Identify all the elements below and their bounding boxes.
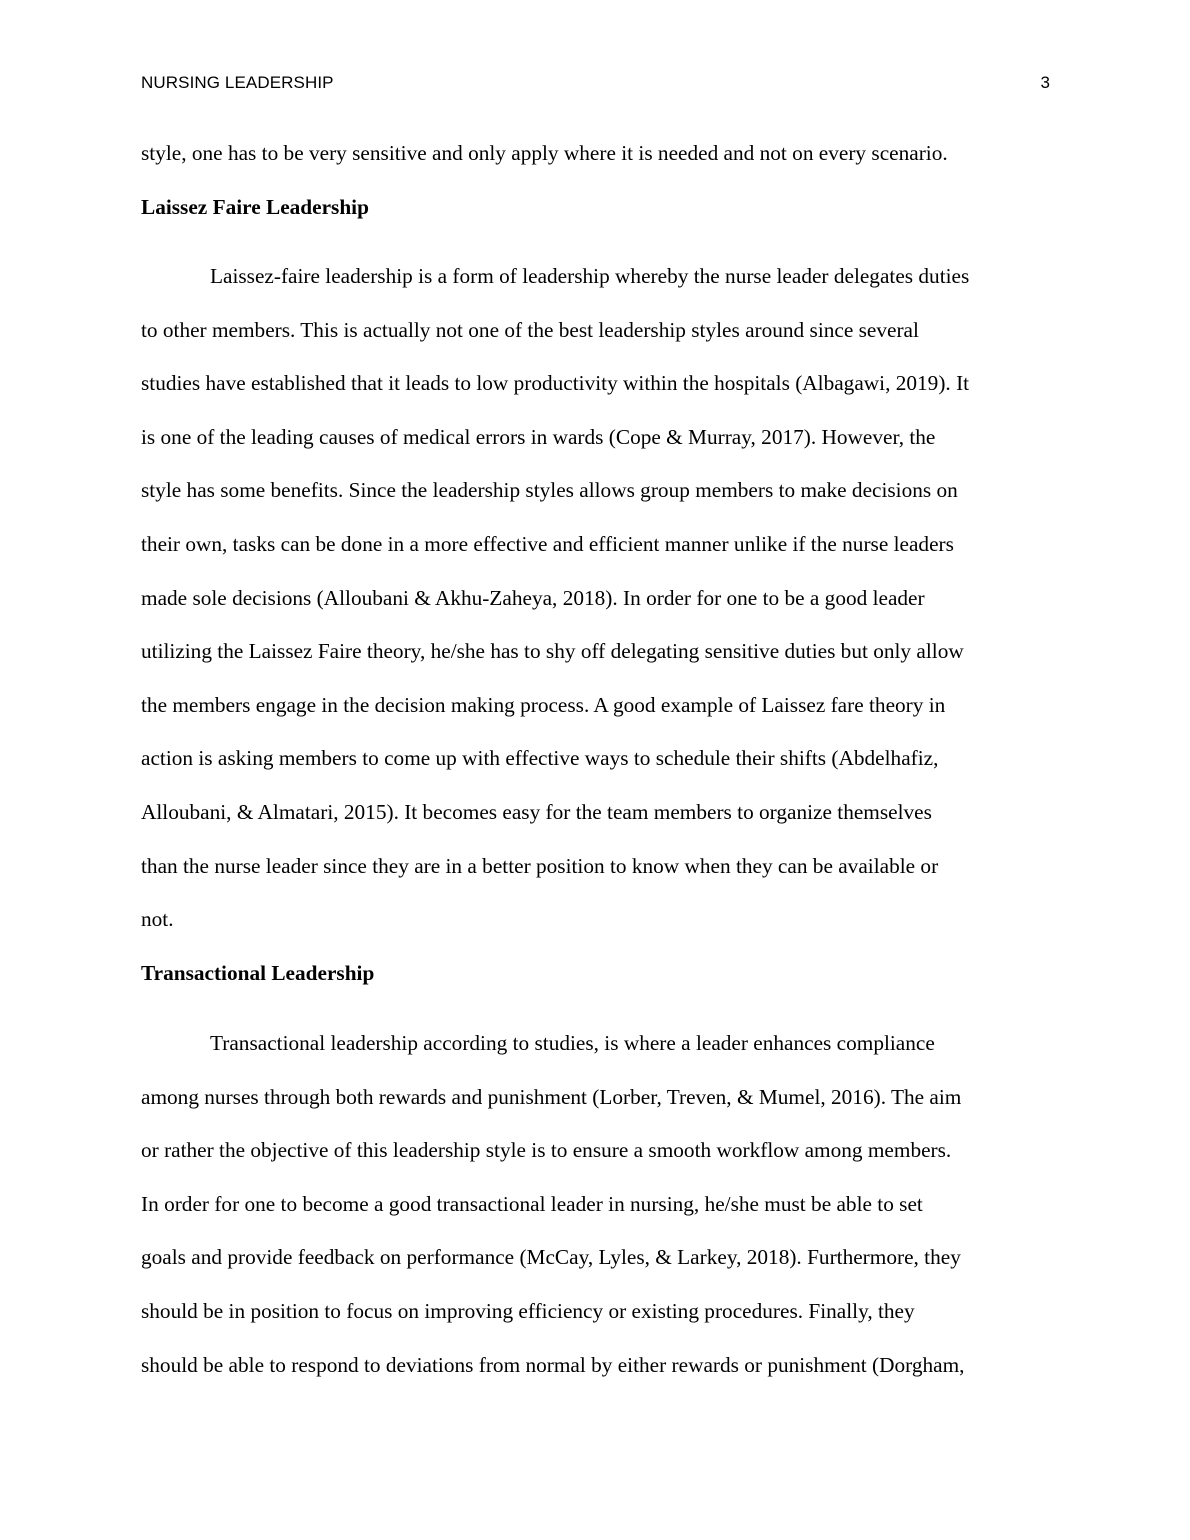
paragraph-line: Alloubani, & Almatari, 2015). It becomes easy for the team members to organize themselves xyxy=(141,799,932,824)
paragraph-line: the members engage in the decision making process. A good example of Laissez fare theory in xyxy=(141,692,946,717)
section-heading-laissez-faire: Laissez Faire Leadership xyxy=(141,194,369,219)
paragraph-line: or rather the objective of this leadership style is to ensure a smooth workflow among members. xyxy=(141,1138,952,1163)
section-transactional-body xyxy=(141,1017,1061,1392)
body-block-1 xyxy=(141,127,1061,234)
section-laissez-faire-body xyxy=(141,250,1061,1000)
paragraph-line: Transactional leadership according to studies, is where a leader enhances compliance xyxy=(210,1031,935,1055)
paragraph-line: is one of the leading causes of medical errors in wards (Cope & Murray, 2017). However, the xyxy=(141,424,936,449)
page-number: 3 xyxy=(1040,73,1050,92)
paragraph-line: their own, tasks can be done in a more effective and efficient manner unlike if the nurse leaders xyxy=(141,531,954,556)
paragraph-line: than the nurse leader since they are in a better position to know when they can be available or xyxy=(141,853,939,878)
paragraph-line: studies have established that it leads to low productivity within the hospitals (Albagawi, 2019). It xyxy=(141,371,970,396)
section-heading-transactional: Transactional Leadership xyxy=(141,960,375,985)
paragraph-line: should be able to respond to deviations from normal by either rewards or punishment (Dorgham, xyxy=(141,1352,965,1377)
paragraph-line: to other members. This is actually not one of the best leadership styles around since several xyxy=(141,317,919,342)
paragraph-line: style has some benefits. Since the leadership styles allows group members to make decisions on xyxy=(141,478,958,503)
paragraph-line: among nurses through both rewards and punishment (Lorber, Treven, & Mumel, 2016). The aim xyxy=(141,1084,962,1109)
paragraph-line: not. xyxy=(141,907,174,932)
paragraph-line: In order for one to become a good transactional leader in nursing, he/she must be able to set xyxy=(141,1191,923,1216)
paragraph-line: made sole decisions (Alloubani & Akhu-Zaheya, 2018). In order for one to be a good leader xyxy=(141,585,925,610)
paragraph-line: Laissez-faire leadership is a form of leadership whereby the nurse leader delegates duties xyxy=(210,264,970,288)
running-head: NURSING LEADERSHIP xyxy=(141,73,334,92)
paragraph-line: style, one has to be very sensitive and only apply where it is needed and not on every scenario. xyxy=(141,141,948,165)
paragraph-line: should be in position to focus on improving efficiency or existing procedures. Finally, they xyxy=(141,1298,915,1323)
paragraph-line: utilizing the Laissez Faire theory, he/she has to shy off delegating sensitive duties but only allow xyxy=(141,639,964,664)
paragraph-line: action is asking members to come up with effective ways to schedule their shifts (Abdelhafiz, xyxy=(141,746,939,771)
paragraph-line: goals and provide feedback on performance (McCay, Lyles, & Larkey, 2018). Furthermore, they xyxy=(141,1245,961,1270)
